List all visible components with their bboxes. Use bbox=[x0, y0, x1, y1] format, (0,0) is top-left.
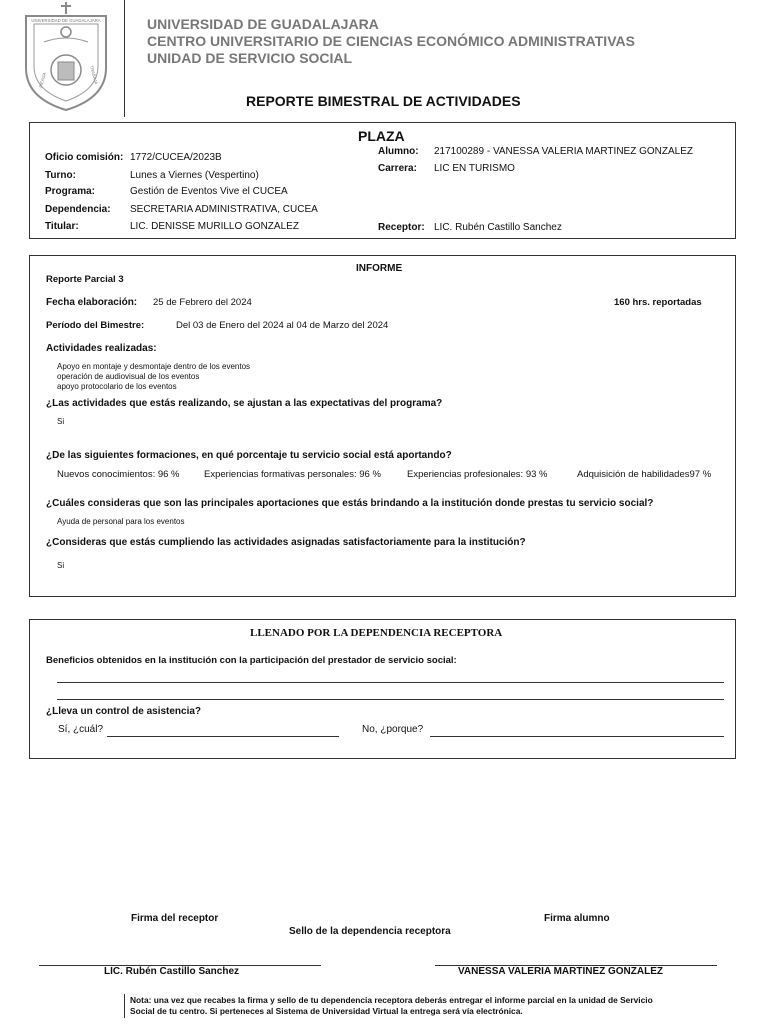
receptor-name: LIC. Rubén Castillo Sanchez bbox=[104, 966, 240, 977]
university-name: UNIVERSIDAD DE GUADALAJARA bbox=[147, 16, 379, 32]
crest-left-text: PIENSA bbox=[38, 71, 48, 89]
answer-fulfillment: Si bbox=[57, 561, 65, 570]
firma-receptor-label: Firma del receptor bbox=[131, 913, 219, 924]
beneficios-line bbox=[57, 699, 724, 700]
dependencia-label: Dependencia: bbox=[45, 204, 111, 215]
receptora-heading: LLENADO POR LA DEPENDENCIA RECEPTORA bbox=[250, 627, 503, 639]
alumno-name: VANESSA VALERIA MARTINEZ GONZALEZ bbox=[458, 966, 663, 977]
reporte-parcial: Reporte Parcial 3 bbox=[46, 274, 124, 285]
fecha-label: Fecha elaboración: bbox=[46, 297, 138, 308]
activity-item: Apoyo en montaje y desmontaje dentro de los eventos bbox=[57, 362, 251, 371]
turno-value: Lunes a Viernes (Vespertino) bbox=[130, 170, 259, 181]
plaza-section bbox=[29, 122, 736, 239]
asistencia-question: ¿Lleva un control de asistencia? bbox=[46, 706, 202, 717]
firma-alumno-label: Firma alumno bbox=[544, 913, 610, 924]
question-contributions: ¿Cuáles consideras que son las principales aportaciones que estás brindando a la institución donde prestas tu servicio social? bbox=[46, 498, 654, 509]
alumno-value: 217100289 - VANESSA VALERIA MARTINEZ GONZALEZ bbox=[434, 146, 693, 157]
header-divider bbox=[124, 0, 125, 117]
oficio-value: 1772/CUCEA/2023B bbox=[130, 152, 222, 163]
report-title: REPORTE BIMESTRAL DE ACTIVIDADES bbox=[246, 93, 521, 109]
carrera-label: Carrera: bbox=[378, 163, 417, 174]
experiencias-profesionales: Experiencias profesionales: 93 % bbox=[407, 469, 548, 480]
activity-item: operación de audiovisual de los eventos bbox=[57, 372, 200, 381]
carrera-value: LIC EN TURISMO bbox=[434, 163, 515, 174]
activity-item: apoyo protocolario de los eventos bbox=[57, 382, 177, 391]
actividades-label: Actividades realizadas: bbox=[46, 343, 157, 354]
sello-label: Sello de la dependencia receptora bbox=[289, 926, 451, 937]
nota-rule bbox=[124, 994, 125, 1018]
dependencia-value: SECRETARIA ADMINISTRATIVA, CUCEA bbox=[130, 204, 318, 215]
programa-label: Programa: bbox=[45, 186, 96, 197]
plaza-heading: PLAZA bbox=[358, 128, 405, 144]
center-name: CENTRO UNIVERSITARIO DE CIENCIAS ECONÓMICO ADMINISTRATIVAS bbox=[147, 33, 635, 49]
no-label: No, ¿porque? bbox=[362, 724, 424, 735]
beneficios-label: Beneficios obtenidos en la institución con la participación del prestador de servicio social: bbox=[46, 655, 457, 666]
university-crest-icon bbox=[20, 2, 112, 112]
nuevos-conocimientos: Nuevos conocimientos: 96 % bbox=[57, 469, 180, 480]
si-line bbox=[107, 736, 339, 737]
no-line bbox=[430, 736, 724, 737]
receptora-section bbox=[29, 619, 736, 759]
titular-label: Titular: bbox=[45, 221, 79, 232]
adquisicion-habilidades: Adquisición de habilidades97 % bbox=[577, 469, 712, 480]
receptor-label: Receptor: bbox=[378, 222, 425, 233]
question-expectations: ¿Las actividades que estás realizando, se ajustan a las expectativas del programa? bbox=[46, 398, 443, 409]
answer-contributions: Ayuda de personal para los eventos bbox=[57, 517, 185, 526]
titular-value: LIC. DENISSE MURILLO GONZALEZ bbox=[130, 221, 299, 232]
turno-label: Turno: bbox=[45, 170, 76, 181]
beneficios-line bbox=[57, 682, 724, 683]
periodo-value: Del 03 de Enero del 2024 al 04 de Marzo del 2024 bbox=[176, 320, 389, 331]
nota-line-2: Social de tu centro. Si perteneces al Sistema de Universidad Virtual la entrega será vía electrónica. bbox=[130, 1006, 523, 1016]
nota-line-1: Nota: una vez que recabes la firma y sello de tu dependencia receptora deberás entregar el informe parcial en la unidad de Servicio bbox=[130, 995, 653, 1005]
experiencias-formativas: Experiencias formativas personales: 96 % bbox=[204, 469, 381, 480]
crest-top-text: UNIVERSIDAD DE GUADALAJARA bbox=[31, 18, 101, 23]
hours-reported: 160 hrs. reportadas bbox=[614, 297, 702, 308]
question-formations: ¿De las siguientes formaciones, en qué porcentaje tu servicio social está aportando? bbox=[46, 450, 452, 461]
oficio-label: Oficio comisión: bbox=[45, 152, 124, 163]
informe-section bbox=[29, 255, 736, 597]
receptor-value: LIC. Rubén Castillo Sanchez bbox=[434, 222, 562, 233]
periodo-label: Período del Bimestre: bbox=[46, 320, 145, 331]
informe-heading: INFORME bbox=[356, 263, 403, 274]
crest-right-text: TRABAJA bbox=[89, 64, 99, 85]
unit-name: UNIDAD DE SERVICIO SOCIAL bbox=[147, 50, 353, 66]
alumno-label: Alumno: bbox=[378, 146, 419, 157]
answer-expectations: Si bbox=[57, 417, 65, 426]
programa-value: Gestión de Eventos Vive el CUCEA bbox=[130, 186, 288, 197]
si-label: Sí, ¿cuál? bbox=[58, 724, 104, 735]
question-fulfillment: ¿Consideras que estás cumpliendo las actividades asignadas satisfactoriamente para la institución? bbox=[46, 537, 526, 548]
fecha-value: 25 de Febrero del 2024 bbox=[153, 297, 252, 308]
